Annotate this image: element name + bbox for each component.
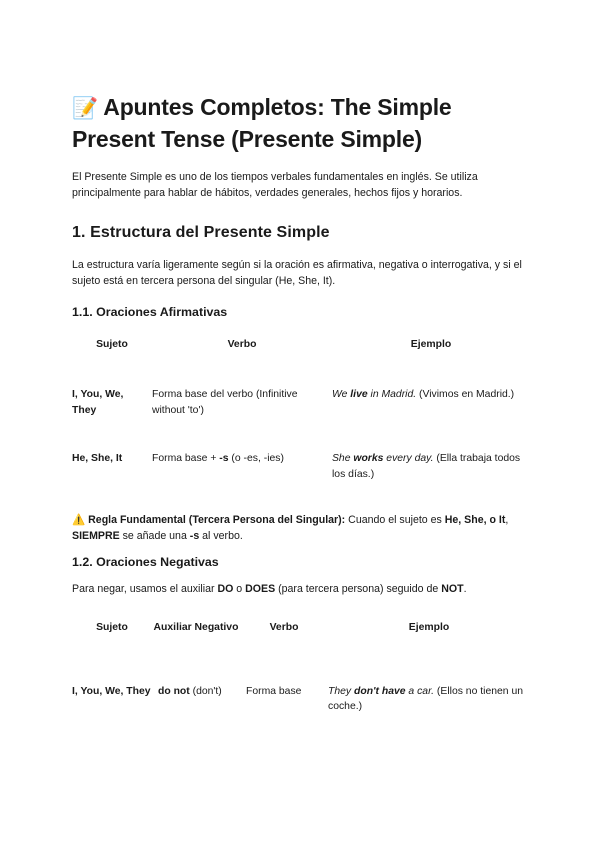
table-row <box>72 451 530 501</box>
section-1-paragraph: La estructura varía ligeramente según si la oración es afirmativa, negativa o interrogativa, y si el sujeto está en tercera persona del singular (He, She, It). <box>72 259 522 287</box>
column-header: Verbo <box>227 339 257 350</box>
negative-text: Para negar, usamos el auxiliar <box>72 583 218 595</box>
title-text: Apuntes Completos: The Simple Present Tense (Presente Simple) <box>72 94 452 152</box>
subject-cell: I, You, We, They <box>72 685 151 697</box>
negative-bold: DOES <box>245 583 276 595</box>
memo-icon: 📝 <box>72 97 98 120</box>
table-row <box>72 387 530 451</box>
rule-bold: -s <box>189 529 200 542</box>
warning-icon: ⚠️ <box>72 514 86 526</box>
negative-heading: 1.2. Oraciones Negativas <box>72 555 219 569</box>
example-translation: (Ellos no tienen un coche.) <box>328 685 524 712</box>
verb-post: (o -es, -ies) <box>228 453 284 464</box>
verb-pre: Forma base + <box>152 453 220 464</box>
example-bold: live <box>350 389 368 400</box>
example-translation: (Ella trabaja todos los días.) <box>332 453 521 480</box>
column-header: Auxiliar Negativo <box>153 621 239 633</box>
example-pre: They <box>328 685 354 697</box>
negative-text: . <box>463 583 467 595</box>
negative-bold: DO <box>217 583 234 595</box>
negative-paragraph <box>72 582 530 598</box>
column-header: Verbo <box>269 621 299 633</box>
subject-cell: He, She, It <box>72 453 123 464</box>
rule-text: se añade una <box>119 529 190 542</box>
example-post: a car. <box>405 685 435 697</box>
section-1-heading: 1. Estructura del Presente Simple <box>72 224 330 241</box>
aux-cell <box>152 684 240 724</box>
aux-bold: do not <box>158 685 190 697</box>
example-pre: We <box>332 389 351 400</box>
affirmative-heading: 1.1. Oraciones Afirmativas <box>72 305 228 319</box>
rule-text: , <box>505 514 509 526</box>
example-translation: (Vivimos en Madrid.) <box>416 389 515 400</box>
rule-bold: SIEMPRE <box>72 529 120 542</box>
rule-label: Regla Fundamental (Tercera Persona del Singular): <box>88 514 346 526</box>
table-row <box>72 684 530 724</box>
table-header-row <box>72 337 530 387</box>
verb-cell: Forma base del verbo (Infinitive without 'to') <box>152 389 298 416</box>
rule-bold: He, She, o It <box>444 514 506 526</box>
rule-text: al verbo. <box>199 529 243 542</box>
example-cell <box>332 387 530 451</box>
column-header: Sujeto <box>96 621 128 633</box>
aux-post: (don't) <box>189 685 222 697</box>
negative-table <box>72 620 530 724</box>
column-header: Ejemplo <box>410 339 452 350</box>
rule-paragraph <box>72 513 530 544</box>
table-header-row <box>72 620 530 684</box>
negative-text: (para tercera persona) seguido de <box>275 583 442 595</box>
negative-bold: NOT <box>441 583 464 595</box>
example-post: every day. <box>383 453 434 464</box>
example-cell <box>328 684 530 724</box>
negative-text: o <box>233 583 246 595</box>
example-bold: works <box>353 453 384 464</box>
rule-text: Cuando el sujeto es <box>345 514 445 526</box>
document-page <box>72 92 530 724</box>
column-header: Sujeto <box>96 339 128 350</box>
verb-cell <box>152 451 332 501</box>
verb-bold: -s <box>219 453 229 464</box>
intro-paragraph: El Presente Simple es uno de los tiempos verbales fundamentales en inglés. Se utiliza principalmente para hablar de hábitos, verdades generales, hechos fijos y horarios. <box>72 171 478 199</box>
affirmative-table <box>72 337 530 501</box>
example-cell <box>332 451 530 501</box>
example-pre: She <box>332 453 354 464</box>
verb-cell: Forma base <box>246 685 302 697</box>
subject-cell: I, You, We, They <box>72 389 124 416</box>
page-title <box>72 92 530 155</box>
column-header: Ejemplo <box>408 621 450 633</box>
example-bold: don't have <box>354 685 406 697</box>
example-post: in Madrid. <box>367 389 417 400</box>
